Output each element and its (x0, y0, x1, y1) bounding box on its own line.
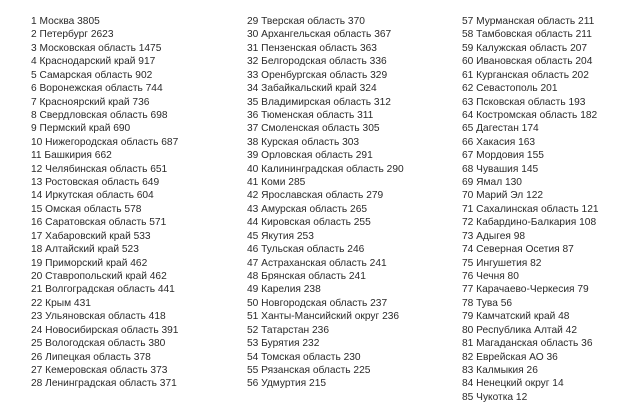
ranking-row: 6 Воронежская область 744 (31, 83, 163, 95)
ranking-row: 36 Тюменская область 311 (247, 109, 374, 121)
ranking-row: 58 Тамбовская область 211 (462, 29, 592, 41)
ranking-row: 50 Новгородская область 237 (247, 297, 388, 309)
ranking-row: 83 Калмыкия 26 (462, 364, 538, 376)
ranking-row: 15 Омская область 578 (31, 203, 142, 215)
ranking-row: 2 Петербург 2623 (31, 29, 114, 41)
ranking-column-1 (31, 15, 178, 391)
ranking-row: 44 Кировская область 255 (247, 217, 371, 229)
ranking-column-2 (247, 15, 404, 391)
ranking-row: 56 Удмуртия 215 (247, 378, 327, 390)
ranking-row: 57 Мурманская область 211 (462, 16, 595, 27)
ranking-row: 53 Бурятия 232 (247, 338, 320, 350)
ranking-row: 29 Тверская область 370 (247, 16, 365, 27)
ranking-row: 47 Астраханская область 241 (247, 257, 387, 269)
ranking-row: 9 Пермский край 690 (31, 123, 131, 135)
ranking-row: 75 Ингушетия 82 (462, 257, 542, 269)
ranking-row: 52 Татарстан 236 (247, 324, 330, 336)
ranking-row: 82 Еврейская АО 36 (462, 351, 558, 363)
ranking-row: 18 Алтайский край 523 (31, 244, 139, 256)
ranking-row: 38 Курская область 303 (247, 136, 360, 148)
ranking-row: 20 Ставропольский край 462 (31, 271, 167, 283)
ranking-row: 65 Дагестан 174 (462, 123, 539, 135)
ranking-row: 16 Саратовская область 571 (31, 217, 167, 229)
ranking-row: 45 Якутия 253 (247, 230, 314, 242)
ranking-row: 30 Архангельская область 367 (247, 29, 392, 41)
ranking-row: 69 Ямал 130 (462, 177, 522, 189)
ranking-row: 1 Москва 3805 (31, 16, 100, 27)
ranking-row: 22 Крым 431 (31, 297, 91, 309)
ranking-row: 35 Владимирская область 312 (247, 96, 391, 108)
ranking-row: 64 Костромская область 182 (462, 109, 598, 121)
ranking-row: 10 Нижегородская область 687 (31, 136, 179, 148)
ranking-row: 79 Камчатский край 48 (462, 311, 570, 323)
ranking-row: 84 Ненецкий округ 14 (462, 378, 564, 390)
ranking-row: 28 Ленинградская область 371 (31, 378, 177, 390)
ranking-row: 78 Тува 56 (462, 297, 513, 309)
ranking-row: 31 Пензенская область 363 (247, 42, 377, 54)
ranking-row: 19 Приморский край 462 (31, 257, 148, 269)
ranking-row: 14 Иркутская область 604 (31, 190, 154, 202)
ranking-row: 7 Красноярский край 736 (31, 96, 150, 108)
ranking-row: 77 Карачаево-Черкесия 79 (462, 284, 589, 296)
ranking-row: 59 Калужская область 207 (462, 42, 588, 54)
ranking-row: 41 Коми 285 (247, 177, 306, 189)
ranking-row: 72 Кабардино-Балкария 108 (462, 217, 597, 229)
ranking-row: 66 Хакасия 163 (462, 136, 536, 148)
ranking-row: 42 Ярославская область 279 (247, 190, 384, 202)
ranking-row: 60 Ивановская область 204 (462, 56, 593, 68)
ranking-row: 32 Белгородская область 336 (247, 56, 387, 68)
ranking-row: 71 Сахалинская область 121 (462, 203, 599, 215)
ranking-row: 39 Орловская область 291 (247, 150, 373, 162)
ranking-row: 33 Оренбургская область 329 (247, 69, 388, 81)
ranking-row: 11 Башкирия 662 (31, 150, 112, 162)
ranking-row: 51 Ханты-Мансийский округ 236 (247, 311, 400, 323)
ranking-row: 76 Чечня 80 (462, 271, 519, 283)
ranking-row: 70 Марий Эл 122 (462, 190, 544, 202)
ranking-row: 40 Калининградская область 290 (247, 163, 404, 175)
ranking-row: 3 Московская область 1475 (31, 42, 162, 54)
ranking-row: 27 Кемеровская область 373 (31, 364, 168, 376)
ranking-row: 55 Рязанская область 225 (247, 364, 371, 376)
ranking-row: 62 Севастополь 201 (462, 83, 558, 95)
ranking-row: 34 Забайкальский край 324 (247, 83, 377, 95)
ranking-row: 26 Липецкая область 378 (31, 351, 151, 363)
ranking-row: 43 Амурская область 265 (247, 203, 368, 215)
ranking-row: 49 Карелия 238 (247, 284, 321, 296)
ranking-row: 13 Ростовская область 649 (31, 177, 160, 189)
ranking-column-3 (462, 15, 599, 404)
ranking-row: 4 Краснодарский край 917 (31, 56, 156, 68)
ranking-row: 68 Чувашия 145 (462, 163, 539, 175)
ranking-row: 61 Курганская область 202 (462, 69, 589, 81)
ranking-row: 85 Чукотка 12 (462, 391, 528, 403)
ranking-row: 67 Мордовия 155 (462, 150, 544, 162)
ranking-row: 5 Самарская область 902 (31, 69, 153, 81)
ranking-row: 46 Тульская область 246 (247, 244, 365, 256)
ranking-row: 37 Смоленская область 305 (247, 123, 380, 135)
ranking-row: 12 Челябинская область 651 (31, 163, 168, 175)
ranking-row: 54 Томская область 230 (247, 351, 361, 363)
ranking-row: 8 Свердловская область 698 (31, 109, 168, 121)
ranking-row: 24 Новосибирская область 391 (31, 324, 179, 336)
ranking-row: 73 Адыгея 98 (462, 230, 526, 242)
ranking-row: 74 Северная Осетия 87 (462, 244, 574, 256)
ranking-row: 48 Брянская область 241 (247, 271, 366, 283)
ranking-row: 63 Псковская область 193 (462, 96, 586, 108)
ranking-row: 81 Магаданская область 36 (462, 338, 593, 350)
ranking-row: 23 Ульяновская область 418 (31, 311, 166, 323)
ranking-row: 17 Хабаровский край 533 (31, 230, 151, 242)
ranking-row: 80 Республика Алтай 42 (462, 324, 577, 336)
ranking-row: 21 Волгоградская область 441 (31, 284, 175, 296)
ranking-row: 25 Вологодская область 380 (31, 338, 166, 350)
